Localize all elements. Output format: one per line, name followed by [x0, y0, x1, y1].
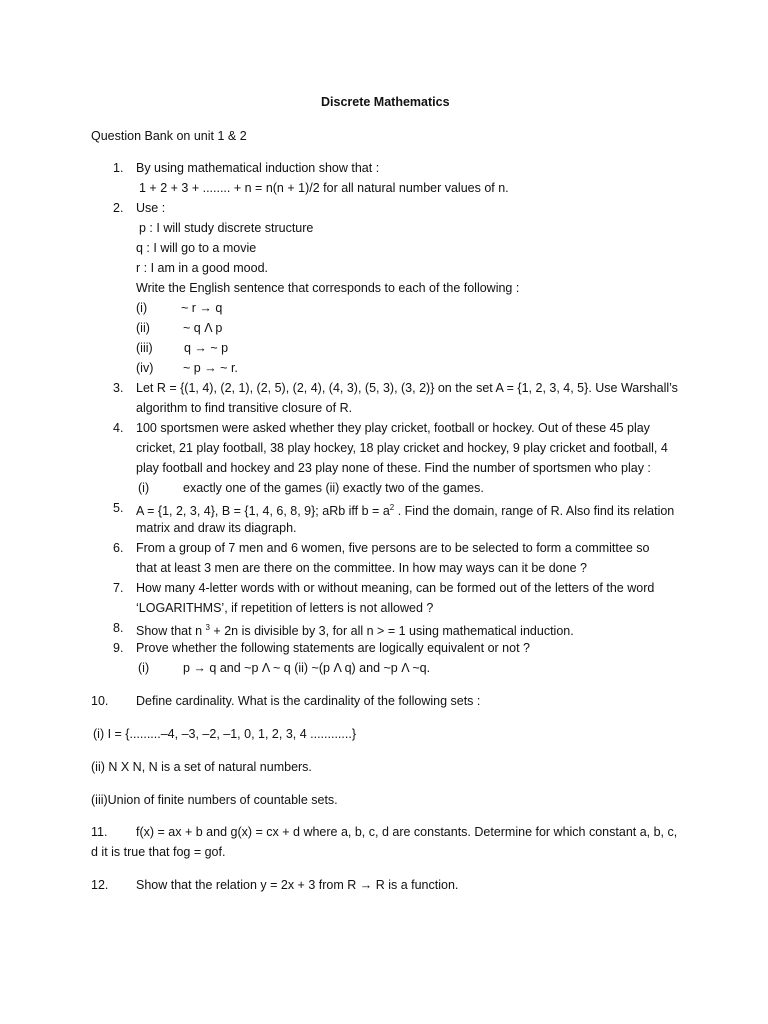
document-subtitle: Question Bank on unit 1 & 2 [91, 129, 247, 143]
q5-line1-text: A = {1, 2, 3, 4}, B = {1, 4, 6, 8, 9}; aRb iff b = a [136, 504, 390, 519]
q12-number: 12. [91, 878, 109, 892]
q10-set-i: (i) I = {.........–4, –3, –2, –1, 0, 1, 2, 3, 4 ............} [93, 727, 356, 741]
q1-number: 1. [113, 161, 124, 175]
q2-p-statement: p : I will study discrete structure [139, 221, 314, 235]
q2-part-label: (iii) [136, 341, 153, 355]
q8-line [136, 620, 574, 639]
q12-text: Show that the relation y = 2x + 3 from R → R is a function. [136, 878, 459, 892]
q4-line1: 100 sportsmen were asked whether they play cricket, football or hockey. Out of these 45 play [136, 421, 650, 435]
q5-number: 5. [113, 501, 124, 515]
q11-number: 11. [91, 825, 108, 839]
q6-number: 6. [113, 541, 124, 555]
q8-exponent: 3 [205, 623, 210, 632]
q7-line1: How many 4-letter words with or without meaning, can be formed out of the letters of the word [136, 581, 655, 595]
q2-part-expr: ~ q Λ p [183, 321, 223, 335]
q4-line3: play football and hockey and 23 play none of these. Find the number of sportsmen who play : [136, 461, 651, 475]
q7-number: 7. [113, 581, 124, 595]
q8-text: Show that n [136, 624, 206, 639]
q2-part-label: (iv) [136, 361, 154, 375]
q2-number: 2. [113, 201, 124, 215]
q4-sub-label: (i) [138, 481, 150, 495]
q2-part-expr: q → ~ p [184, 341, 229, 355]
q2-part-expr: ~ r → q [181, 301, 223, 315]
q3-number: 3. [113, 381, 124, 395]
q3-line2: algorithm to find transitive closure of R. [136, 401, 353, 415]
q11-line2: d it is true that fog = gof. [91, 845, 226, 859]
q11-line1: f(x) = ax + b and g(x) = cx + d where a, b, c, d are constants. Determine for which constant a, b, c, [136, 825, 678, 839]
q5-exponent: 2 [389, 503, 395, 512]
q5-line1 [136, 500, 674, 519]
q2-r-statement: r : I am in a good mood. [136, 261, 269, 275]
q1-line2: 1 + 2 + 3 + ........ + n = n(n + 1)/2 for all natural number values of n. [139, 181, 509, 195]
q4-number: 4. [113, 421, 124, 435]
q9-sub-label: (i) [138, 661, 150, 675]
q10-text: Define cardinality. What is the cardinality of the following sets : [136, 694, 481, 708]
q2-part-label: (ii) [136, 321, 150, 335]
q4-sub-text: exactly one of the games (ii) exactly two of the games. [183, 481, 484, 495]
q2-instruction: Write the English sentence that corresponds to each of the following : [136, 281, 520, 295]
q3-line1: Let R = {(1, 4), (2, 1), (2, 5), (2, 4), (4, 3), (5, 3), (3, 2)} on the set A = {1, 2, 3, 4, 5}. Use Warshall’s [136, 381, 678, 395]
q10-set-iii: (iii)Union of finite numbers of countable sets. [91, 793, 338, 807]
q10-number: 10. [91, 694, 109, 708]
q9-line1: Prove whether the following statements are logically equivalent or not ? [136, 641, 530, 655]
q2-part-expr: ~ p → ~ r. [183, 361, 238, 375]
q4-line2: cricket, 21 play football, 38 play hockey, 18 play cricket and hockey, 9 play cricket and football, 4 [136, 441, 668, 455]
q9-number: 9. [113, 641, 124, 655]
document-title: Discrete Mathematics [321, 95, 450, 109]
q6-line2: that at least 3 men are there on the committee. In how may ways can it be done ? [136, 561, 587, 575]
q5-line1-rest: . Find the domain, range of R. Also find its relation [394, 504, 675, 519]
q8-number: 8. [113, 621, 124, 635]
q2-part-label: (i) [136, 301, 148, 315]
q6-line1: From a group of 7 men and 6 women, five persons are to be selected to form a committee so [136, 541, 650, 555]
q2-use: Use : [136, 201, 166, 215]
q1-line1: By using mathematical induction show that : [136, 161, 380, 175]
q2-q-statement: q : I will go to a movie [136, 241, 257, 255]
q7-line2: ‘LOGARITHMS’, if repetition of letters is not allowed ? [136, 601, 434, 615]
q8-text-rest: + 2n is divisible by 3, for all n > = 1 using mathematical induction. [209, 624, 574, 639]
q5-line2: matrix and draw its diagraph. [136, 521, 297, 535]
q10-set-ii: (ii) N X N, N is a set of natural numbers. [91, 760, 312, 774]
q9-sub-text: p → q and ~p Λ ~ q (ii) ~(p Λ q) and ~p Λ ~q. [183, 661, 431, 675]
